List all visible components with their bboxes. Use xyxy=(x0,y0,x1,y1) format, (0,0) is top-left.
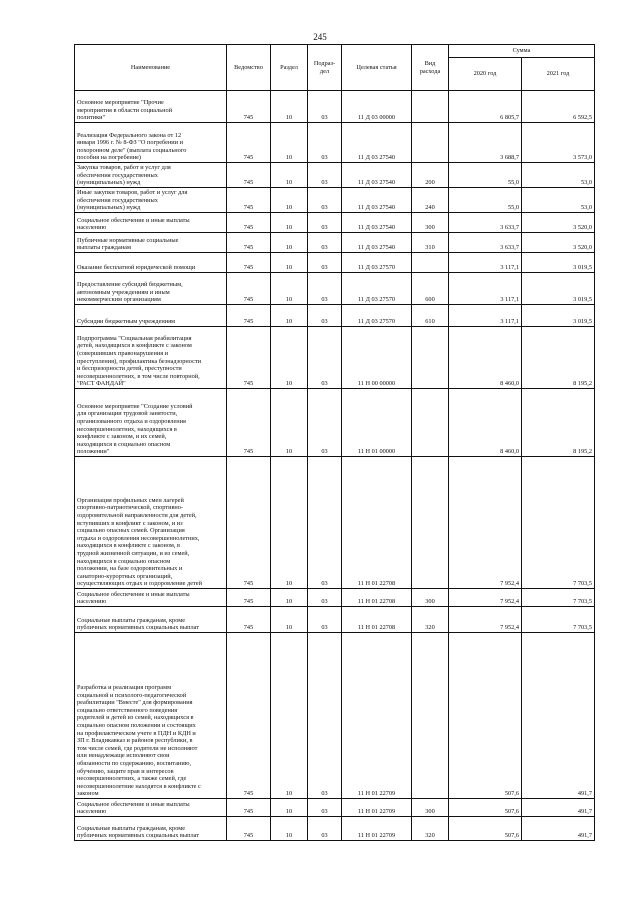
row-name: Социальные выплаты гражданам, кроме публичных нормативных социальных выплат xyxy=(75,607,227,633)
row-name: Разработка и реализация программ социальной и психолого-педагогической реабилитации "Вместе" для формирования социально ответственного поведения родителей и детей из семей, находящихся в социально опасном положении и состоящих на профилактическом учете в ПДН и КДН и ЗП г. Владикавказ и районов республики, в том числе семей, где родители не исполняют или ненадлежаще исполняют свои обязанности по содержанию, воспитанию, обучению, защите прав и интересов несовершеннолетних, а также семей, где несовершеннолетние находятся в конфликте с законом xyxy=(75,633,227,799)
row-target: 11 Д 03 27570 xyxy=(342,273,412,305)
row-value-2021: 3 019,5 xyxy=(522,305,595,327)
row-target: 11 Д 03 00000 xyxy=(342,91,412,123)
row-subsection: 03 xyxy=(308,327,342,389)
row-type: 610 xyxy=(412,305,449,327)
row-value-2021: 7 703,5 xyxy=(522,607,595,633)
row-dept: 745 xyxy=(227,457,271,589)
row-target: 11 Н 01 22708 xyxy=(342,457,412,589)
row-target: 11 Д 03 27540 xyxy=(342,188,412,213)
row-type: 320 xyxy=(412,817,449,841)
row-section: 10 xyxy=(271,253,308,273)
row-name: Основное мероприятие "Создание условий для организации трудовой занятости, организованного отдыха и оздоровления несовершеннолетних, находящихся в конфликте с законом, и их семей, находящихся в социально опасном положении" xyxy=(75,389,227,457)
row-type: 240 xyxy=(412,188,449,213)
row-value-2021: 491,7 xyxy=(522,799,595,817)
row-dept: 745 xyxy=(227,233,271,253)
row-target: 11 Д 03 27540 xyxy=(342,213,412,233)
row-value-2021: 491,7 xyxy=(522,633,595,799)
table-row xyxy=(75,389,595,457)
row-type: 300 xyxy=(412,589,449,607)
row-subsection: 03 xyxy=(308,213,342,233)
row-name: Предоставление субсидий бюджетным, автономным учреждениям и иным некоммерческим организациям xyxy=(75,273,227,305)
row-target: 11 Н 01 22708 xyxy=(342,607,412,633)
row-section: 10 xyxy=(271,457,308,589)
row-value-2020: 7 952,4 xyxy=(449,457,522,589)
row-dept: 745 xyxy=(227,213,271,233)
row-value-2020: 3 633,7 xyxy=(449,213,522,233)
row-dept: 745 xyxy=(227,799,271,817)
header-section: Раздел xyxy=(271,45,308,91)
row-target: 11 Д 03 27540 xyxy=(342,123,412,163)
row-subsection: 03 xyxy=(308,253,342,273)
row-dept: 745 xyxy=(227,91,271,123)
row-type xyxy=(412,123,449,163)
header-target: Целевая статья xyxy=(342,45,412,91)
row-value-2021: 3 019,5 xyxy=(522,273,595,305)
row-value-2021: 3 019,5 xyxy=(522,253,595,273)
row-value-2020: 7 952,4 xyxy=(449,607,522,633)
row-value-2020: 3 117,1 xyxy=(449,273,522,305)
row-name: Реализация Федерального закона от 12 января 1996 г. № 8-ФЗ "О погребении и похоронном деле" (выплата социального пособия на погребение) xyxy=(75,123,227,163)
row-value-2020: 3 117,1 xyxy=(449,253,522,273)
header-subsection: Подраз- дел xyxy=(308,45,342,91)
row-dept: 745 xyxy=(227,163,271,188)
row-subsection: 03 xyxy=(308,233,342,253)
row-dept: 745 xyxy=(227,389,271,457)
table-row xyxy=(75,305,595,327)
row-type: 310 xyxy=(412,233,449,253)
row-section: 10 xyxy=(271,91,308,123)
row-subsection: 03 xyxy=(308,91,342,123)
header-sum: Сумма xyxy=(449,45,595,58)
row-value-2020: 55,0 xyxy=(449,163,522,188)
row-subsection: 03 xyxy=(308,389,342,457)
row-name: Закупка товаров, работ и услуг для обеспечения государственных (муниципальных) нужд xyxy=(75,163,227,188)
row-type xyxy=(412,253,449,273)
table-row xyxy=(75,163,595,188)
table-row xyxy=(75,607,595,633)
row-subsection: 03 xyxy=(308,188,342,213)
row-value-2021: 53,0 xyxy=(522,188,595,213)
row-subsection: 03 xyxy=(308,123,342,163)
table-row xyxy=(75,91,595,123)
row-name: Оказание бесплатной юридической помощи xyxy=(75,253,227,273)
row-value-2021: 7 703,5 xyxy=(522,457,595,589)
row-dept: 745 xyxy=(227,817,271,841)
row-type xyxy=(412,389,449,457)
table-row xyxy=(75,817,595,841)
row-value-2021: 7 703,5 xyxy=(522,589,595,607)
row-target: 11 Д 03 27540 xyxy=(342,163,412,188)
row-section: 10 xyxy=(271,188,308,213)
row-value-2021: 491,7 xyxy=(522,817,595,841)
row-value-2020: 507,6 xyxy=(449,633,522,799)
row-dept: 745 xyxy=(227,273,271,305)
row-value-2020: 8 460,0 xyxy=(449,327,522,389)
row-target: 11 Н 01 00000 xyxy=(342,389,412,457)
row-target: 11 Д 03 27570 xyxy=(342,253,412,273)
row-section: 10 xyxy=(271,327,308,389)
row-name: Социальное обеспечение и иные выплаты населению xyxy=(75,213,227,233)
row-type xyxy=(412,457,449,589)
row-value-2021: 3 520,0 xyxy=(522,233,595,253)
row-value-2021: 8 195,2 xyxy=(522,327,595,389)
row-type xyxy=(412,633,449,799)
header-name: Наименование xyxy=(75,45,227,91)
row-value-2021: 3 573,0 xyxy=(522,123,595,163)
row-dept: 745 xyxy=(227,589,271,607)
row-dept: 745 xyxy=(227,188,271,213)
row-subsection: 03 xyxy=(308,799,342,817)
table-row xyxy=(75,188,595,213)
row-value-2020: 3 117,1 xyxy=(449,305,522,327)
row-section: 10 xyxy=(271,233,308,253)
row-type xyxy=(412,91,449,123)
row-target: 11 Д 03 27570 xyxy=(342,305,412,327)
row-name: Социальное обеспечение и иные выплаты населению xyxy=(75,799,227,817)
row-type: 300 xyxy=(412,799,449,817)
budget-table xyxy=(74,44,595,841)
row-dept: 745 xyxy=(227,633,271,799)
row-section: 10 xyxy=(271,213,308,233)
row-target: 11 Н 01 22708 xyxy=(342,589,412,607)
table-row xyxy=(75,213,595,233)
row-name: Организация профильных смен лагерей спортивно-патриотической, спортивно- оздоровительной направленности для детей, вступивших в конфликт с законом, и из социально опасных семей. Организация отдыха и оздоровления несовершеннолетних, находящихся в конфликте с законом, в трудной жизненной ситуации, и из семей, находящихся в социально опасном положении, на базе оздоровительных и санаторно-курортных организаций, осуществляющих отдых и оздоровление детей xyxy=(75,457,227,589)
table-row xyxy=(75,457,595,589)
table-row xyxy=(75,799,595,817)
row-value-2020: 55,0 xyxy=(449,188,522,213)
row-subsection: 03 xyxy=(308,305,342,327)
header-year-2020: 2020 год xyxy=(449,58,522,91)
row-name: Публичные нормативные социальные выплаты гражданам xyxy=(75,233,227,253)
table-row xyxy=(75,589,595,607)
row-value-2020: 6 805,7 xyxy=(449,91,522,123)
row-dept: 745 xyxy=(227,305,271,327)
row-section: 10 xyxy=(271,633,308,799)
row-section: 10 xyxy=(271,123,308,163)
row-section: 10 xyxy=(271,799,308,817)
row-section: 10 xyxy=(271,163,308,188)
row-target: 11 Н 01 22709 xyxy=(342,799,412,817)
row-dept: 745 xyxy=(227,253,271,273)
row-type: 600 xyxy=(412,273,449,305)
header-dept: Ведомство xyxy=(227,45,271,91)
table-row xyxy=(75,633,595,799)
row-section: 10 xyxy=(271,589,308,607)
row-value-2020: 3 688,7 xyxy=(449,123,522,163)
row-value-2021: 6 592,5 xyxy=(522,91,595,123)
table-row xyxy=(75,253,595,273)
page-number: 245 xyxy=(313,32,327,42)
row-subsection: 03 xyxy=(308,633,342,799)
row-name: Иные закупки товаров, работ и услуг для обеспечения государственных (муниципальных) нужд xyxy=(75,188,227,213)
row-dept: 745 xyxy=(227,327,271,389)
row-section: 10 xyxy=(271,389,308,457)
row-name: Социальные выплаты гражданам, кроме публичных нормативных социальных выплат xyxy=(75,817,227,841)
row-name: Социальное обеспечение и иные выплаты населению xyxy=(75,589,227,607)
row-value-2020: 8 460,0 xyxy=(449,389,522,457)
row-value-2021: 53,0 xyxy=(522,163,595,188)
table-row xyxy=(75,327,595,389)
table-row xyxy=(75,123,595,163)
row-type: 200 xyxy=(412,163,449,188)
row-target: 11 Н 01 22709 xyxy=(342,817,412,841)
table-row xyxy=(75,273,595,305)
row-subsection: 03 xyxy=(308,589,342,607)
row-section: 10 xyxy=(271,817,308,841)
table-body xyxy=(75,91,595,841)
row-target: 11 Н 00 00000 xyxy=(342,327,412,389)
header-type: Вид расхода xyxy=(412,45,449,91)
table-header xyxy=(75,45,595,91)
row-value-2020: 507,6 xyxy=(449,799,522,817)
row-dept: 745 xyxy=(227,607,271,633)
row-subsection: 03 xyxy=(308,457,342,589)
row-type: 300 xyxy=(412,213,449,233)
row-subsection: 03 xyxy=(308,163,342,188)
row-section: 10 xyxy=(271,305,308,327)
row-section: 10 xyxy=(271,273,308,305)
row-value-2021: 3 520,0 xyxy=(522,213,595,233)
header-year-2021: 2021 год xyxy=(522,58,595,91)
table-row xyxy=(75,233,595,253)
row-type xyxy=(412,327,449,389)
row-value-2020: 7 952,4 xyxy=(449,589,522,607)
row-subsection: 03 xyxy=(308,607,342,633)
row-type: 320 xyxy=(412,607,449,633)
row-target: 11 Д 03 27540 xyxy=(342,233,412,253)
row-name: Основное мероприятие "Прочие мероприятия в области социальной политики" xyxy=(75,91,227,123)
row-target: 11 Н 01 22709 xyxy=(342,633,412,799)
row-subsection: 03 xyxy=(308,817,342,841)
row-name: Подпрограмма "Социальная реабилитация детей, находящихся в конфликте с законом (совершивших правонарушения и преступления), профилактика безнадзорности и беспризорности детей, преступности несовершеннолетних, в том числе повторной, "РАСТ ФАНДАЙ" xyxy=(75,327,227,389)
row-value-2020: 3 633,7 xyxy=(449,233,522,253)
row-value-2020: 507,6 xyxy=(449,817,522,841)
row-value-2021: 8 195,2 xyxy=(522,389,595,457)
row-name: Субсидии бюджетным учреждениям xyxy=(75,305,227,327)
row-subsection: 03 xyxy=(308,273,342,305)
row-dept: 745 xyxy=(227,123,271,163)
row-section: 10 xyxy=(271,607,308,633)
